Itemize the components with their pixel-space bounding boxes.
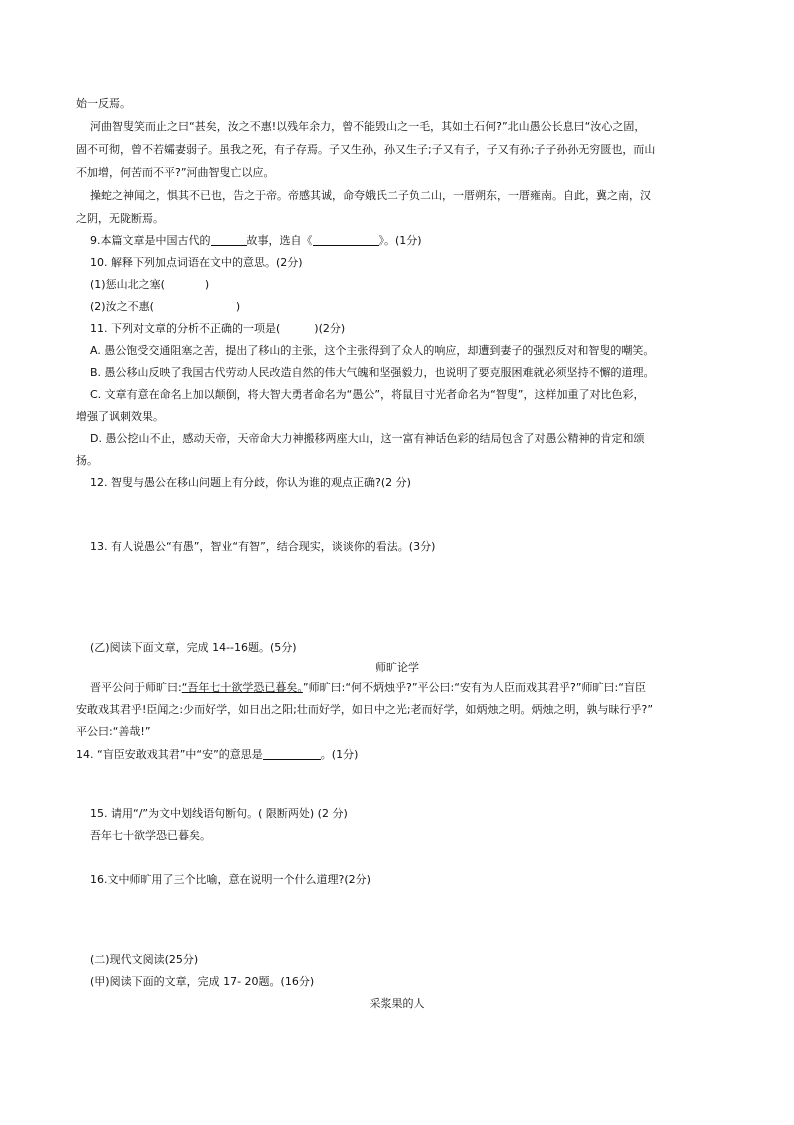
question-9: 9.本篇文章是中国古代的 故事，选自《 》。(1分)	[90, 234, 422, 247]
question-15-sentence: 吾年七十欲学恐已暮矣。	[90, 829, 211, 842]
answer-blank[interactable]	[211, 234, 247, 246]
question-10-stem: 10. 解释下列加点词语在文中的意思。(2分)	[90, 256, 303, 269]
question-10-item: (2)汝之不惠( )	[90, 300, 241, 313]
section-b-title: 师旷论学	[375, 661, 419, 674]
question-11-stem: 11. 下列对文章的分析不正确的一项是( )(2分)	[90, 322, 346, 335]
passage-line: 操蛇之神闻之，惧其不已也，告之于帝。帝感其诚，命夸娥氏二子负二山，一厝朔东，一厝雍南。自此，冀之南，汉	[90, 189, 651, 202]
option-d: D. 愚公挖山不止，感动天帝，天帝命大力神搬移两座大山，这一富有神话色彩的结局包含了对愚公精神的肯定和颂	[90, 432, 645, 445]
option-d-cont: 扬。	[76, 454, 98, 467]
modern-section-heading: (二)现代文阅读(25分)	[90, 953, 199, 966]
question-13: 13. 有人说愚公“有愚”，智业“有智”，结合现实，谈谈你的看法。(3分)	[90, 540, 436, 553]
question-10-item: (1)惩山北之塞( )	[90, 278, 210, 291]
option-a: A. 愚公饱受交通阻塞之苦，提出了移山的主张，这个主张得到了众人的响应，却遭到妻子的强烈反对和智叟的嘲笑。	[90, 344, 655, 357]
passage-line: 不加增，何苦而不平?”河曲智叟亡以应。	[76, 166, 275, 179]
passage-line: 固不可彻，曾不若孀妻弱子。虽我之死，有子存焉。子又生孙，孙又生子;子又有子，子又有孙;子子孙孙无穷匮也，而山	[76, 143, 656, 156]
passage-line: 始一反焉。	[76, 97, 131, 110]
modern-section-intro: (甲)阅读下面的文章，完成 17- 20题。(16分)	[90, 975, 315, 988]
question-16: 16.文中师旷用了三个比喻，意在说明一个什么道理?(2分)	[90, 873, 371, 886]
passage-line: 之阴，无陇断焉。	[76, 212, 164, 225]
option-c: C. 文章有意在命名上加以颠倒，将大智大勇者命名为“愚公”，将鼠目寸光者命名为“智叟”，这样加重了对比色彩，	[90, 388, 645, 401]
question-12: 12. 智叟与愚公在移山问题上有分歧，你认为谁的观点正确?(2 分)	[90, 476, 411, 489]
classical-text-line: 晋平公问于师旷曰:“吾年七十欲学恐已暮矣。”师旷曰:“何不炳烛乎?”平公曰:“安有为人臣而戏其君乎?”师旷曰:“盲臣	[90, 681, 646, 694]
classical-text-line: 安敢戏其君乎!臣闻之:少而好学，如日出之阳;壮而好学，如日中之光;老而好学，如炳烛之明。炳烛之明，孰与昧行乎?”	[76, 703, 654, 716]
option-b: B. 愚公移山反映了我国古代劳动人民改造自然的伟大气魄和坚强毅力，也说明了要克服困难就必须坚持不懈的道理。	[90, 366, 655, 379]
answer-blank[interactable]	[313, 234, 379, 246]
answer-blank[interactable]	[263, 748, 321, 760]
section-b-intro: (乙)阅读下面文章，完成 14--16题。(5分)	[90, 641, 297, 654]
option-c-cont: 增强了讽刺效果。	[76, 410, 164, 423]
classical-text-line: 平公曰:“善哉!”	[76, 725, 151, 738]
modern-text-title: 采浆果的人	[369, 997, 425, 1010]
question-15: 15. 请用“/”为文中划线语句断句。( 限断两处) (2 分)	[90, 807, 348, 820]
question-14: 14. “盲臣安敢戏其君”中“安”的意思是 。(1分)	[76, 748, 359, 761]
passage-line: 河曲智叟笑而止之曰“甚矣，汝之不惠!以残年余力，曾不能毁山之一毛，其如土石何?”北山愚公长息曰“汝心之固，	[90, 120, 646, 133]
underlined-sentence: “吾年七十欲学恐已暮矣。	[181, 681, 303, 694]
